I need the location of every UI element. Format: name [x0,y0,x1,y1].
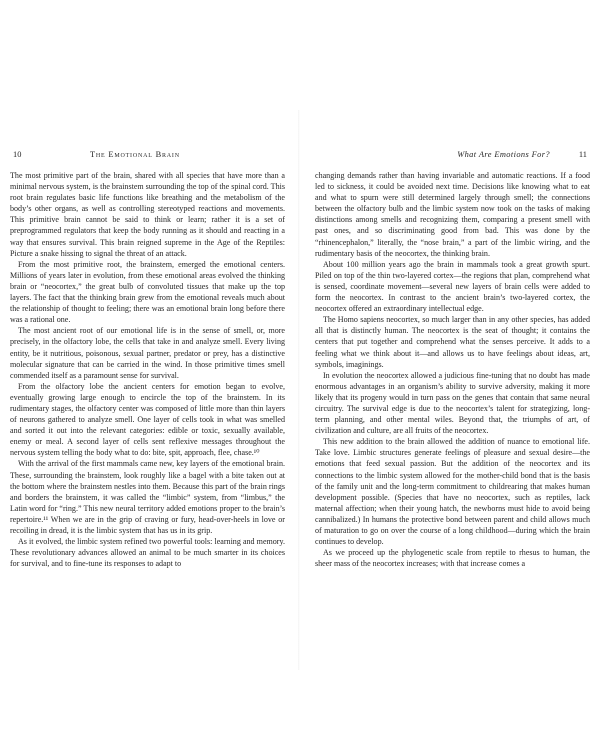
paragraph: About 100 million years ago the brain in mammals took a great growth spurt. Piled on top of the thin two-layered cortex—the regions that plan, comprehend what is sensed, coordinate movement—several new layers of brain cells were added to form the neocortex. In contrast to the ancient brain’s two-layered cortex, the neocortex offered an extraordinary intellectual edge. [315,259,590,314]
right-page [315,150,590,569]
paragraph: The most ancient root of our emotional life is in the sense of smell, or, more precisely, in the olfactory lobe, the cells that take in and analyze smell. Every living entity, be it nutritious, poisonous, sexual partner, predator or prey, has a distinctive molecular signature that can be carried in the wind. In those primitive times smell commended itself as a paramount sense for survival. [10,326,285,380]
page-number-left: 10 [13,150,22,159]
right-page-body [315,170,590,569]
paragraph: This new addition to the brain allowed the addition of nuance to emotional life. Take love. Limbic structures generate feelings of pleasure and sexual desire—the emotions that feed sexual passion. But the addition of the neocortex and its connections to the limbic system allowed for the mother-child bond that is the basis of the family unit and the long-term commitment to childrearing that makes human development possible. (Species that have no neocortex, such as reptiles, lack maternal affection; when their young hatch, the newborns must hide to avoid being cannibalized.) In humans the protective bond between parent and child allows much of maturation to go on over the course of a long childhood—during which the brain continues to develop. [315,437,590,547]
running-head-right: What Are Emotions For? [457,150,550,159]
book-gutter [298,110,300,670]
right-page-header [315,150,590,164]
paragraph: As we proceed up the phylogenetic scale from reptile to rhesus to human, the sheer mass of the neocortex increases; with that increase comes a [315,548,590,569]
paragraph: The Homo sapiens neocortex, so much larger than in any other species, has added all that is distinctly human. The neocortex is the seat of thought; it contains the centers that put together and comprehend what the senses perceive. It adds to a feeling what we think about it—and allows us to have feelings about ideas, art, symbols, imaginings. [315,315,590,369]
paragraph: The most primitive part of the brain, shared with all species that have more than a minimal nervous system, is the brainstem surrounding the top of the spinal cord. This root brain regulates basic life functions like breathing and the metabolism of the body’s other organs, as well as controlling stereotyped reactions and movements. This primitive brain cannot be said to think or learn; rather it is a set of preprogrammed regulators that keep the body running as it should and reacting in a way that ensures survival. This brain reigned supreme in the Age of the Reptiles: Picture a snake hissing to signal the threat of an attack. [10,171,285,258]
paragraph: With the arrival of the first mammals came new, key layers of the emotional brain. These, surrounding the brainstem, look roughly like a bagel with a bite taken out at the bottom where the brainstem nestles into them. Because this part of the brain rings and borders the brainstem, it was called the “limbic” system, from “limbus,” the Latin word for “ring.” This new neural territory added emotions proper to the brain’s repertoire.¹¹ When we are in the grip of craving or fury, head-over-heels in love or recoiling in dread, it is the limbic system that has us in its grip. [10,459,285,535]
left-page [10,150,285,569]
paragraph: As it evolved, the limbic system refined two powerful tools: learning and memory. These revolutionary advances allowed an animal to be much smarter in its choices for survival, and to fine-tune its responses to adapt to [10,537,285,569]
paragraph: In evolution the neocortex allowed a judicious fine-tuning that no doubt has made enormous advantages in an organism’s ability to survive adversity, making it more likely that its progeny would in turn pass on the genes that contain that same neural circuitry. The survival edge is due to the neocortex’s talent for strategizing, long-term planning, and other mental wiles. Beyond that, the triumphs of art, of civilization and culture, are all fruits of the neocortex. [315,370,590,436]
paragraph: changing demands rather than having invariable and automatic reactions. If a food led to sickness, it could be avoided next time. Decisions like knowing what to eat and what to spurn were still determined largely through smell; the connections between the olfactory bulb and the limbic system now took on the tasks of making distinctions among smells and recognizing them, comparing a present smell with past ones, and so discriminating good from bad. This was done by the “rhinencephalon,” literally, the “nose brain,” a part of the limbic wiring, and the rudimentary basis of the neocortex, the thinking brain. [315,171,590,258]
left-page-header [10,150,285,164]
running-head-left: The Emotional Brain [90,150,180,159]
left-page-body [10,170,285,569]
paragraph: From the most primitive root, the brainstem, emerged the emotional centers. Millions of years later in evolution, from these emotional areas evolved the thinking brain or “neocortex,” the great bulb of convoluted tissues that make up the top layers. The fact that the thinking brain grew from the emotional reveals much about the relationship of thought to feeling; there was an emotional brain long before there was a rational one. [10,259,285,325]
page-number-right: 11 [578,150,587,159]
paragraph: From the olfactory lobe the ancient centers for emotion began to evolve, eventually growing large enough to encircle the top of the brainstem. In its rudimentary stages, the olfactory center was composed of little more than thin layers of neurons gathered to analyze smell. One layer of cells took in what was smelled and sorted it out into the relevant categories: edible or toxic, sexually available, enemy or meal. A second layer of cells sent reflexive messages throughout the nervous system telling the body what to do: bite, spit, approach, flee, chase.¹⁰ [10,381,285,458]
